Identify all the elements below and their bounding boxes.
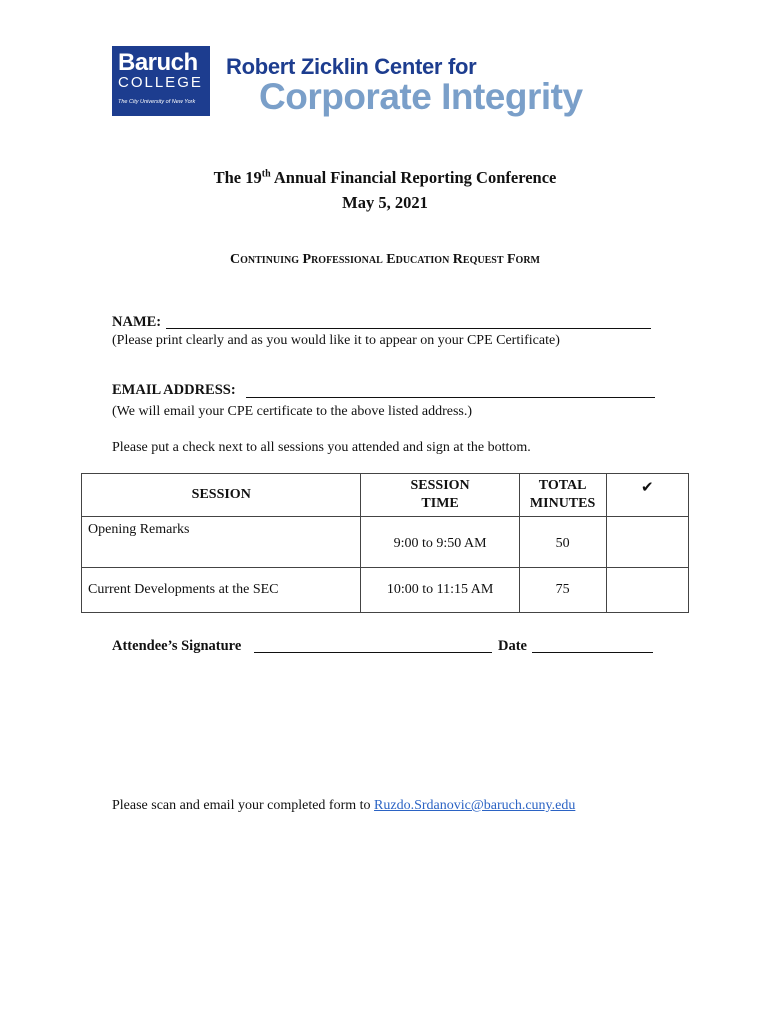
center-name-line1: Robert Zicklin Center for xyxy=(226,54,477,79)
table-row xyxy=(82,568,689,613)
title-suffix: Annual Financial Reporting Conference xyxy=(270,168,557,187)
email-label: EMAIL ADDRESS: xyxy=(112,382,236,398)
logo-cuny-text: The City University of New York xyxy=(118,99,196,105)
session-check-cell[interactable] xyxy=(606,517,688,568)
date-label: Date xyxy=(498,638,527,654)
name-note: (Please print clearly and as you would like it to appear on your CPE Certificate) xyxy=(112,333,560,348)
time-header-line1: SESSION xyxy=(410,478,470,493)
signature-label: Attendee’s Signature xyxy=(112,638,242,654)
baruch-college-logo xyxy=(112,46,210,116)
date-field[interactable] xyxy=(532,652,653,653)
name-field[interactable] xyxy=(166,328,651,329)
minutes-header-line2: MINUTES xyxy=(529,496,596,511)
email-field[interactable] xyxy=(246,397,655,398)
checkmark-icon: ✔ xyxy=(640,478,654,496)
center-name-line2: Corporate Integrity xyxy=(259,76,583,117)
total-minutes-column-header xyxy=(519,474,606,517)
contact-email-link[interactable]: Ruzdo.Srdanovic@baruch.cuny.edu xyxy=(374,798,576,813)
session-time-column-header xyxy=(361,474,519,517)
session-check-cell[interactable] xyxy=(606,568,688,613)
logo-baruch-text: Baruch xyxy=(118,49,198,76)
footer-text xyxy=(112,798,575,814)
form-title: Continuing Professional Education Request Form xyxy=(230,252,540,267)
footer-instruction: Please scan and email your completed form to xyxy=(112,798,375,813)
session-minutes-cell: 50 xyxy=(519,517,606,568)
email-note: (We will email your CPE certificate to the above listed address.) xyxy=(112,404,473,419)
session-column-header: SESSION xyxy=(82,474,361,517)
session-name-cell: Current Developments at the SEC xyxy=(82,568,361,613)
session-name-cell: Opening Remarks xyxy=(82,517,361,568)
table-row xyxy=(82,517,689,568)
time-header-line2: TIME xyxy=(421,496,459,511)
logo-college-text: COLLEGE xyxy=(118,74,203,91)
session-minutes-cell: 75 xyxy=(519,568,606,613)
name-label: NAME: xyxy=(112,314,162,330)
check-column-header xyxy=(606,474,688,517)
sessions-table xyxy=(81,473,689,613)
conference-title xyxy=(0,168,770,188)
session-time-cell: 9:00 to 9:50 AM xyxy=(361,517,519,568)
session-time-cell: 10:00 to 11:15 AM xyxy=(361,568,519,613)
minutes-header-line1: TOTAL xyxy=(538,478,587,493)
title-superscript: th xyxy=(261,168,271,180)
table-header-row xyxy=(82,474,689,517)
title-prefix: The 19 xyxy=(213,168,262,187)
conference-date: May 5, 2021 xyxy=(342,193,428,212)
instructions-text: Please put a check next to all sessions you attended and sign at the bottom. xyxy=(112,440,531,455)
signature-field[interactable] xyxy=(254,652,492,653)
